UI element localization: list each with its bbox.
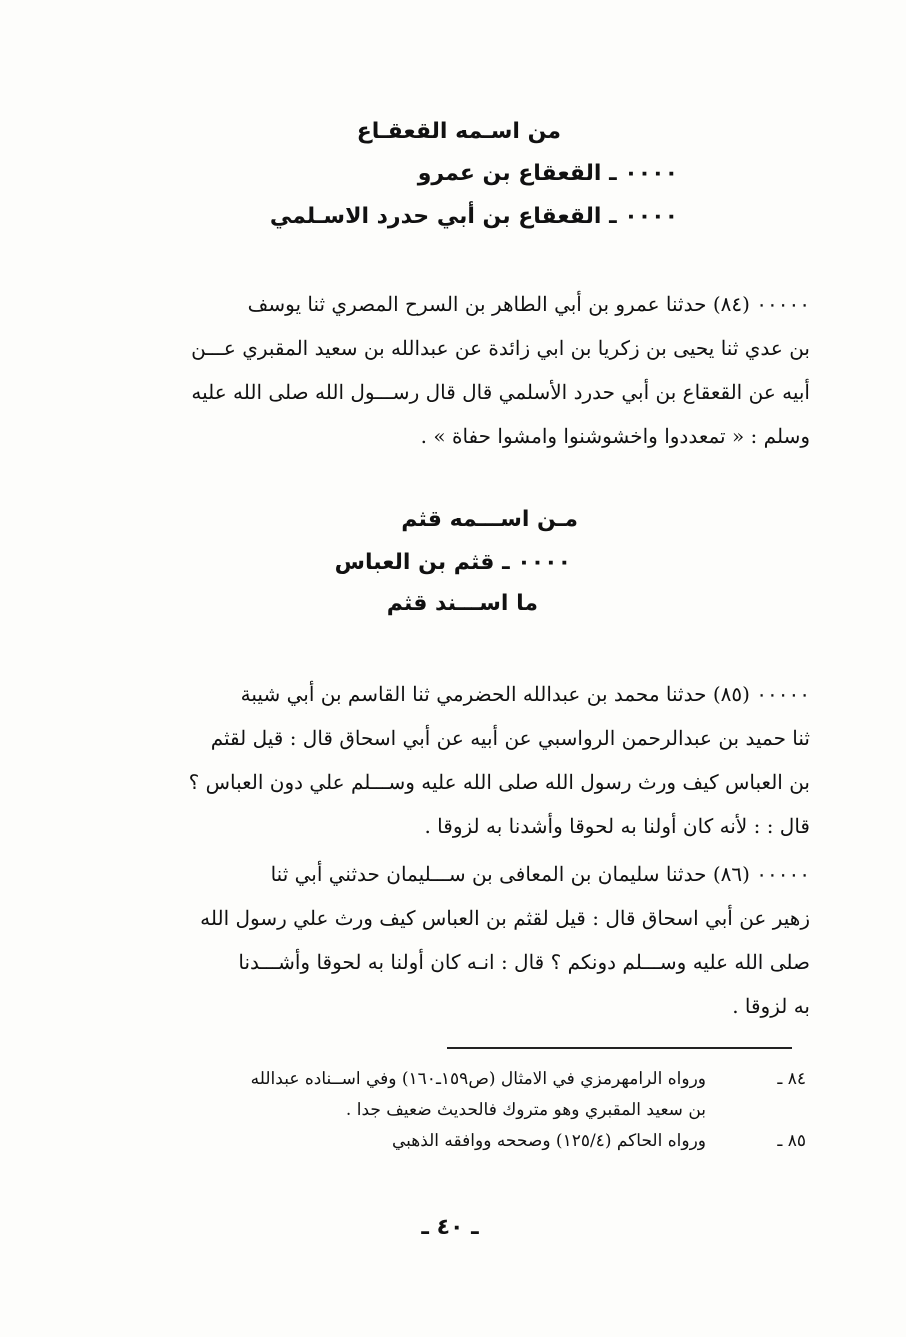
hadith-85-line: ٠٠٠٠٠ (٨٥) حدثنا محمد بن عبدالله الحضرمي ثنا القاسم بن أبي شيبة: [240, 682, 810, 706]
hadith-86-line: زهير عن أبي اسحاق قال : قيل لقثم بن العباس كيف ورث علي رسول الله: [200, 906, 810, 930]
footnote-separator: [447, 1047, 792, 1049]
footnote-84-line: بن سعيد المقبري وهو متروك فالحديث ضعيف جدا .: [345, 1100, 706, 1120]
hadith-85-line: بن العباس كيف ورث رسول الله صلى الله عليه وســـلم علي دون العباس ؟: [188, 770, 810, 794]
section-title-qaqaa: من اسـمه القعقـاع: [356, 119, 561, 144]
entry-qaqaa-ibn-abi-hadrad: ٠٠٠٠ ـ القعقاع بن أبي حدرد الاسـلمي: [269, 204, 678, 229]
footnote-85-text: [392, 1126, 706, 1157]
entry-qaqaa-ibn-amr: ٠٠٠٠ ـ القعقاع بن عمرو: [417, 161, 678, 186]
hadith-86: [100, 852, 810, 1028]
page-number: ـ ٤٠ ـ: [421, 1215, 479, 1240]
footnote-85-line: ورواه الحاكم (١٢٥/٤) وصححه ووافقه الذهبي: [391, 1131, 706, 1151]
hadith-86-line: صلى الله عليه وســـلم دونكم ؟ قال : انـه كان أولنا به لحوقا وأشـــدنا: [238, 950, 810, 974]
section-title-qutham: مـن اســـمه قثم: [401, 507, 578, 532]
hadith-84-line: وسلم : « تمعددوا واخشوشنوا وامشوا حفاة » .: [420, 424, 810, 448]
hadith-84-line: ٠٠٠٠٠ (٨٤) حدثنا عمرو بن أبي الطاهر بن السرح المصري ثنا يوسف: [247, 292, 810, 316]
footnote-85-number: ٨٥ ـ: [777, 1131, 806, 1151]
footnote-84-line: ورواه الرامهرمزي في الامثال (ص١٥٩ـ١٦٠) وفي اســناده عبدالله: [250, 1069, 706, 1089]
hadith-85-line: ثنا حميد بن عبدالرحمن الرواسبي عن أبيه عن أبي اسحاق قال : قيل لقثم: [210, 726, 810, 750]
hadith-86-line: به لزوقا .: [732, 994, 810, 1018]
entry-qutham-ibn-abbas: ٠٠٠٠ ـ قثم بن العباس: [334, 550, 571, 575]
footnote-84-text: [251, 1064, 706, 1126]
hadith-85: [100, 672, 810, 848]
hadith-84-line: بن عدي ثنا يحيى بن زكريا بن ابي زائدة عن عبدالله بن سعيد المقبري عـــن: [191, 336, 810, 360]
hadith-84-line: أبيه عن القعقاع بن أبي حدرد الأسلمي قال قال رســـول الله صلى الله عليه: [191, 380, 810, 404]
hadith-86-line: ٠٠٠٠٠ (٨٦) حدثنا سليمان بن المعافى بن ســـليمان حدثني أبي ثنا: [270, 862, 810, 886]
hadith-85-line: قال : : لأنه كان أولنا به لحوقا وأشدنا به لزوقا .: [424, 814, 810, 838]
footnote-84-number: ٨٤ ـ: [777, 1069, 806, 1089]
subtitle-musnad-qutham: ما اســـند قثم: [386, 591, 538, 616]
hadith-84: [100, 282, 810, 458]
